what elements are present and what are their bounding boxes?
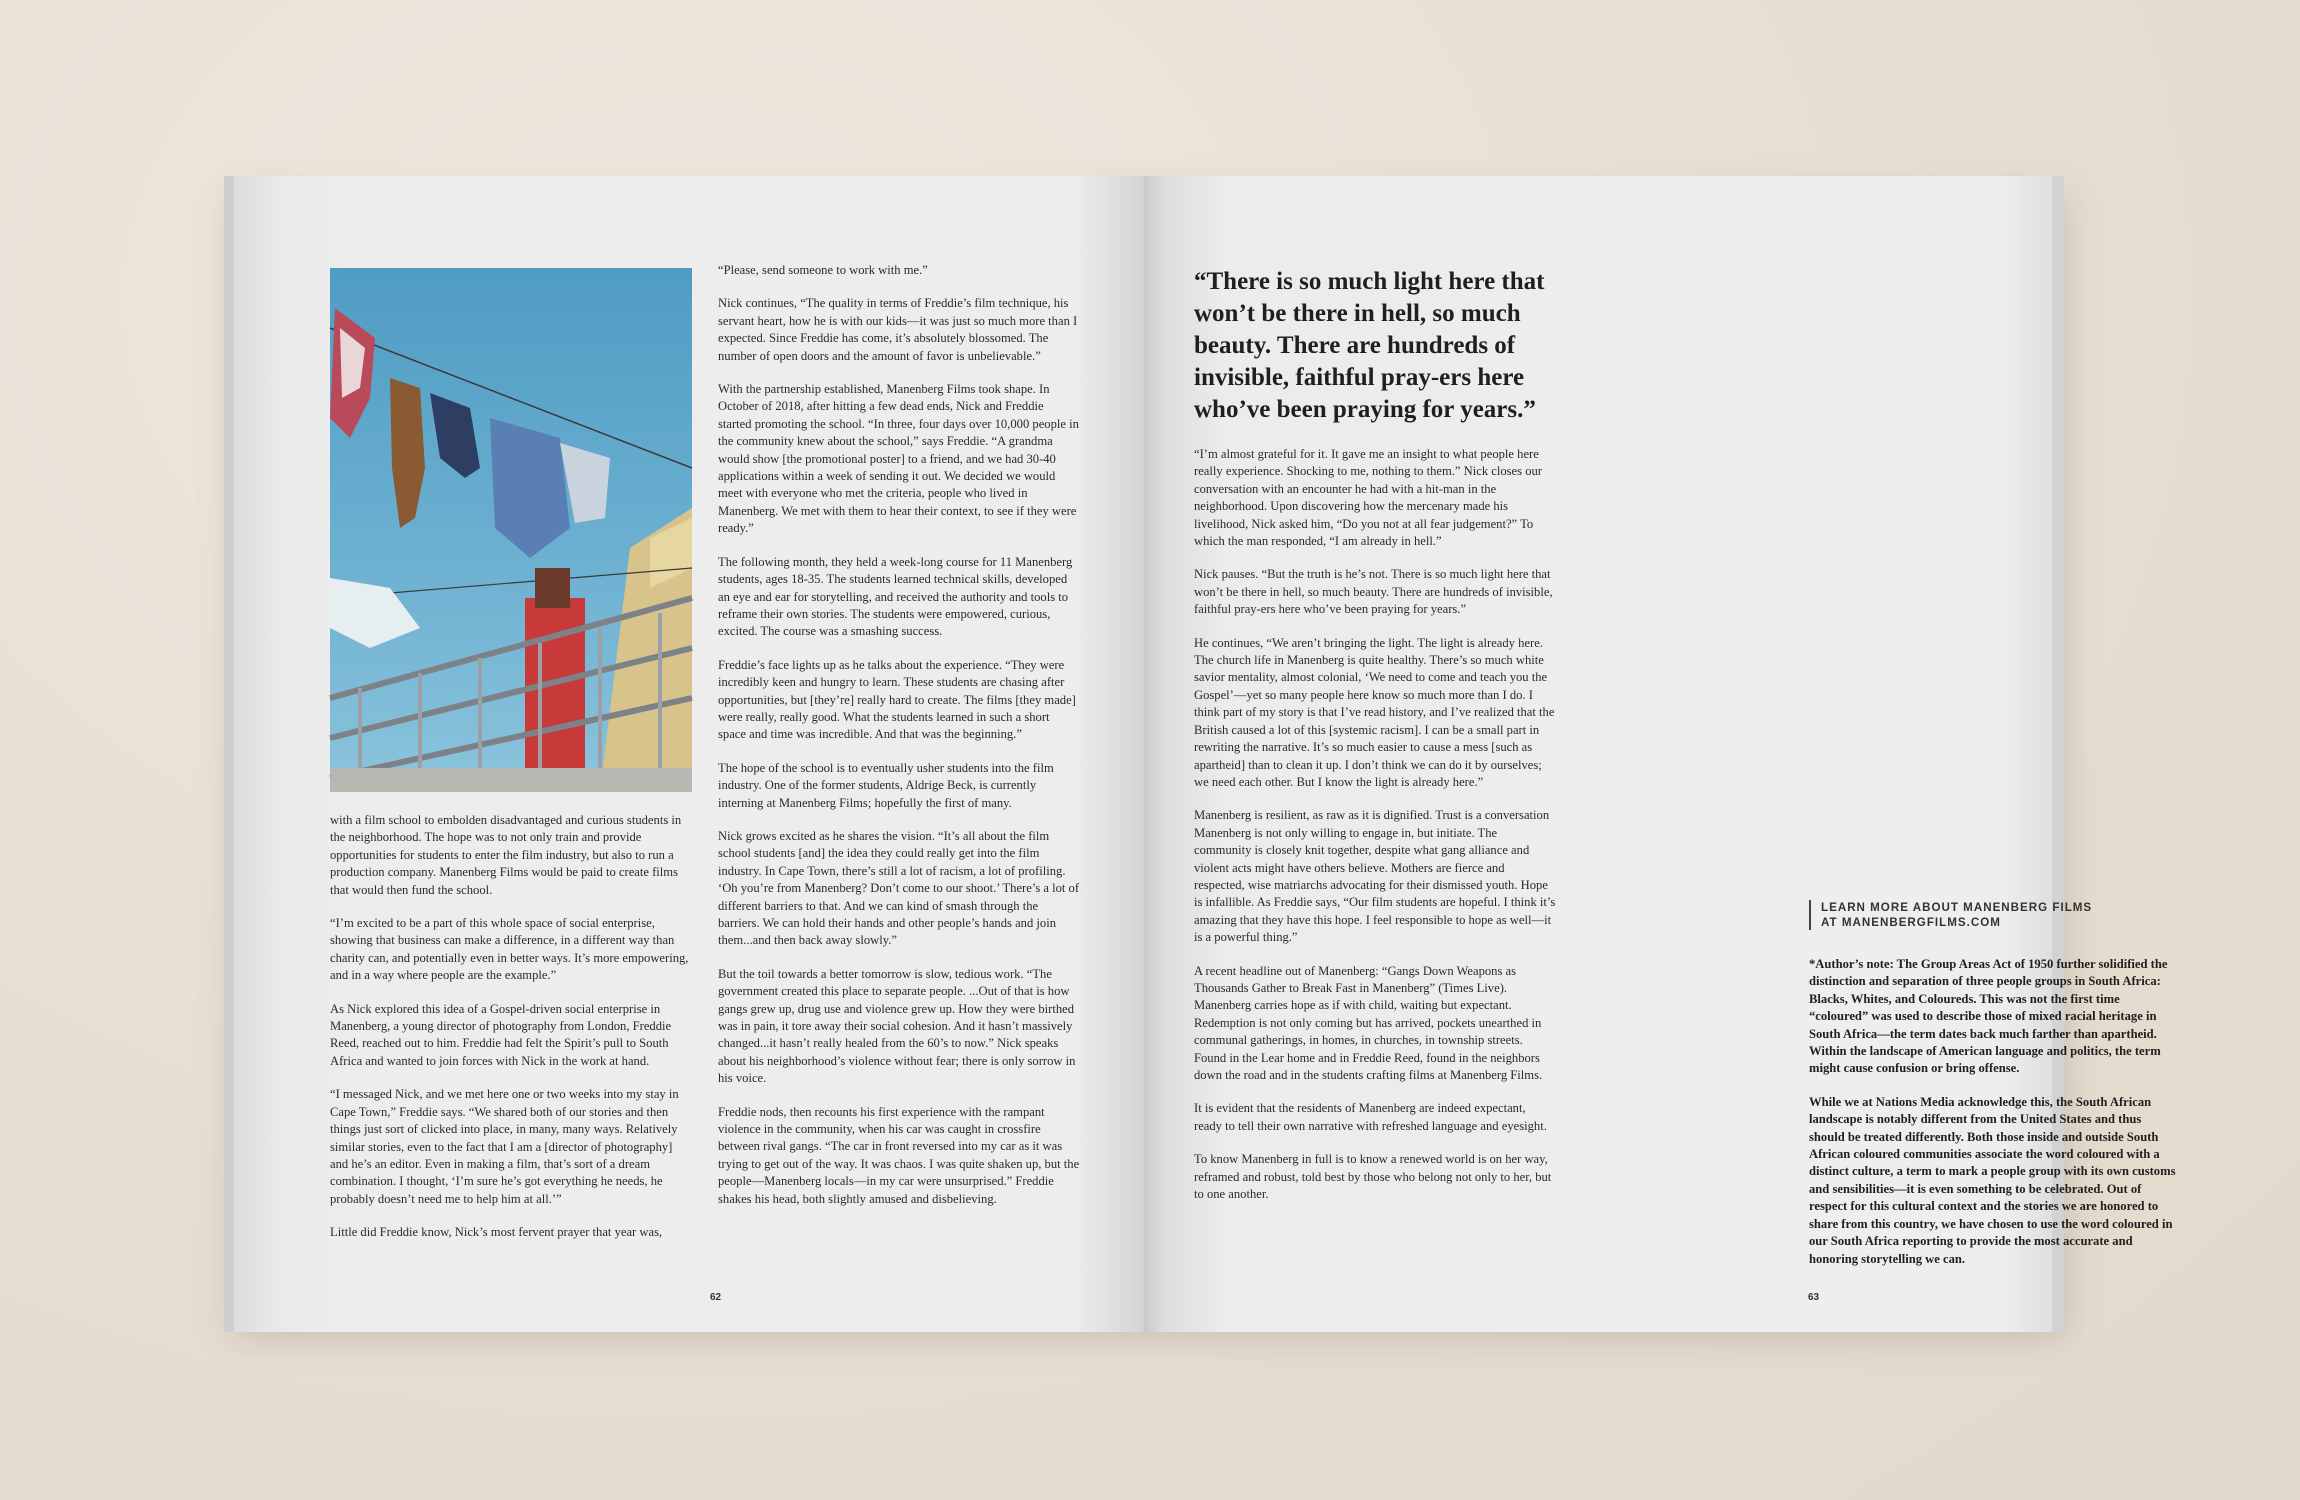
left-column-2 [718, 262, 1080, 1224]
learn-more-line: LEARN MORE ABOUT MANENBERG FILMS [1821, 901, 2093, 914]
learn-more-callout [1809, 900, 2121, 930]
paragraph: Nick pauses. “But the truth is he’s not. There is so much light here that won’t be there in hell, so much beauty. There are hundreds of invisible, faithful pray-ers here who’ve been praying for years.” [1194, 567, 1553, 617]
paragraph: But the toil towards a better tomorrow is slow, tedious work. “The government created this place to separate people. ...Out of that is how gangs grew up, drug use and violence grew up. How they were birthed was in pain, it tore away their social cohesion. And it hasn’t massively changed...it hasn’t really healed from the 60’s to now.” Nick speaks about his neighborhood’s violence without fear; there is only sorrow in his voice. [718, 966, 1076, 1086]
paragraph: Nick grows excited as he shares the vision. “It’s all about the film school students [and] the idea they could really get into the film industry. In Cape Town, there’s still a lot of racism, a lot of profiling. ‘Oh you’re from Manenberg? Don’t come to our shoot.’ There’s a lot of different barriers to that. And we can kind of smash through the barriers. We can hold their hands and other people’s hands and join them...and then back away slowly.” [718, 828, 1080, 948]
paragraph: “I’m excited to be a part of this whole space of social enterprise, showing that business can make a difference, in a different way than charity can, and potentially even in better ways. It’s more empowering, and in a way where people are the example.” [330, 916, 689, 983]
paragraph: The hope of the school is to eventually usher students into the film industry. One of the former students, Aldrige Beck, is currently interning at Manenberg Films; hopefully the first of many. [718, 760, 1054, 810]
left-column-1 [330, 812, 692, 1258]
paragraph: with a film school to embolden disadvantaged and curious students in the neighborhood. The hope was to not only train and provide opportunities for students to enter the film industry, but also to run a production company. Manenberg Films would be paid to create films that would then fund the school. [330, 813, 682, 897]
paragraph: “Please, send someone to work with me.” [718, 263, 928, 277]
paragraph: As Nick explored this idea of a Gospel-driven social enterprise in Manenberg, a young director of photography from London, Freddie Reed, reached out to him. Freddie had felt the Spirit’s pull to South Africa and wanted to join forces with Nick in the work at hand. [330, 1001, 672, 1068]
open-magazine [224, 176, 2176, 1332]
paragraph: He continues, “We aren’t bringing the light. The light is already here. The church life in Manenberg is quite healthy. There’s so much white savior mentality, almost colonial, ‘We need to come and teach you the Gospel’—yet so many people here know so much more than I do. I think part of my story is that I’ve read history, and I’ve realized that the British caused a lot of this [systemic racism]. I can be a small part in rewriting the narrative. It’s so much easier to cause a mess [such as apartheid] than to clean it up. I don’t think we can do it by ourselves; we need each other. But I know the light is already here.” [1194, 635, 1555, 789]
learn-more-url: AT MANENBERGFILMS.COM [1821, 916, 2001, 929]
paragraph: Little did Freddie know, Nick’s most fervent prayer that year was, [330, 1225, 663, 1240]
page-number-left: 62 [710, 1292, 722, 1303]
right-column-1 [1194, 446, 1556, 1219]
paragraph: To know Manenberg in full is to know a renewed world is on her way, reframed and robust, told best by those who belong not only to her, but to one another. [1194, 1152, 1552, 1202]
paragraph: It is evident that the residents of Manenberg are indeed expectant, ready to tell their own narrative with refreshed language and eyesight. [1194, 1101, 1547, 1133]
paragraph: The following month, they held a week-long course for 11 Manenberg students, ages 18-35. The students learned technical skills, developed an eye and ear for storytelling, and received the authority and tools to reframe their own stories. The students were empowered, curious, excited. The course was a smashing success. [718, 554, 1073, 639]
pull-quote: “There is so much light here that won’t be there in hell, so much beauty. There are hundreds of invisible, faithful pray-ers here who’ve been praying for years.” [1194, 268, 1545, 423]
page-number-right: 63 [1808, 1292, 1820, 1303]
authors-note [1809, 956, 2179, 1284]
right-page [1144, 176, 2176, 1332]
note-paragraph: *Author’s note: The Group Areas Act of 1950 further solidified the distinction and separation of three people groups in South Africa: Blacks, Whites, and Coloureds. This was not the first time “coloured” was used to describe those of mixed racial heritage in South Africa—the term dates back much farther than apartheid. Within the landscape of American language and politics, the term might cause confusion or bring offense. [1809, 957, 2168, 1076]
note-paragraph: While we at Nations Media acknowledge this, the South African landscape is notably different from the United States and thus should be treated differently. Both those inside and outside South African coloured communities associate the word coloured with a distinct culture, a term to mark a people group with its own customs and sensibilities—it is even something to be celebrated. Out of respect for this cultural context and the stories we are honored to share from this country, we have chosen to use the word coloured in our South Africa reporting to provide the most accurate and honoring storytelling we can. [1809, 1094, 2176, 1266]
left-page [224, 176, 1144, 1332]
photo-illustration [330, 268, 692, 792]
paragraph: A recent headline out of Manenberg: “Gangs Down Weapons as Thousands Gather to Break Fast in Manenberg” (Times Live). Manenberg carries hope as if with child, waiting but expectant. Redemption is not only coming but has arrived, pockets unearthed in communal gatherings, in homes, in churches, in township streets. Found in the Lear home and in Freddie Reed, found in the neighbors down the road and in the students crafting films at Manenberg Films. [1194, 963, 1543, 1082]
paragraph: With the partnership established, Manenberg Films took shape. In October of 2018, after hitting a few dead ends, Nick and Freddie started promoting the school. “In three, four days over 10,000 people in the community knew about the school,” says Freddie. “A grandma would show [the promotional poster] to a friend, and we had 30-40 applications within a week of sending it out. We decided we would meet with everyone who met the criteria, people who lived in Manenberg. We met with them to hear their context, to see if they were ready.” [718, 382, 1079, 536]
paragraph: Nick continues, “The quality in terms of Freddie’s film technique, his servant heart, how he is with our kids—it was just so much more than I expected. Since Freddie has come, it’s absolutely blossomed. The number of open doors and the amount of favor is unbelievable.” [718, 296, 1078, 363]
paragraph: “I’m almost grateful for it. It gave me an insight to what people here really experience. Shocking to me, nothing to them.” Nick closes our conversation with an encounter he had with a hit-man in the neighborhood. Upon discovering how the mercenary made his livelihood, Nick asked him, “Do you not at all fear judgement?” To which the man responded, “I am already in hell.” [1194, 447, 1542, 549]
paragraph: “I messaged Nick, and we met here one or two weeks into my stay in Cape Town,” Freddie says. “We shared both of our stories and then things just sort of clicked into place, in many, many ways. Relatively similar stories, even to the fact that I am a [director of photography] and he’s an editor. Even in making a film, that’s sort of a dream combination. I thought, ‘I’m sure he’s got everything he needs, he probably doesn’t need me to help him at all.’” [330, 1087, 679, 1206]
paragraph: Freddie nods, then recounts his first experience with the rampant violence in the community, when his car was caught in crossfire between rival gangs. “The car in front reversed into my car as it was trying to get out of the way. It was chaos. I was quite shaken up, but the people—Manenberg locals—in my car were unsurprised.” Freddie shakes his head, both slightly amused and disbelieving. [718, 1104, 1080, 1206]
laundry-balcony-photo [330, 268, 692, 792]
paragraph: Manenberg is resilient, as raw as it is dignified. Trust is a conversation Manenberg is not only willing to engage in, but initiate. The community is closely knit together, despite what gang alliance and violent acts might have others believe. Mothers are fierce and respected, wise matriarchs advocating for their dismissed youth. Hope is infallible. As Freddie says, “Our film students are hopeful. I think it’s amazing that they have this hope. I feel responsible to hope as well—it is a powerful thing.” [1194, 808, 1556, 945]
paragraph: Freddie’s face lights up as he talks about the experience. “They were incredibly keen and hungry to learn. These students are chasing after opportunities, but [they’re] really hard to create. The films [they made] were really, really good. What the students learned in such a short space and time was incredible. And that was the beginning.” [718, 657, 1076, 742]
